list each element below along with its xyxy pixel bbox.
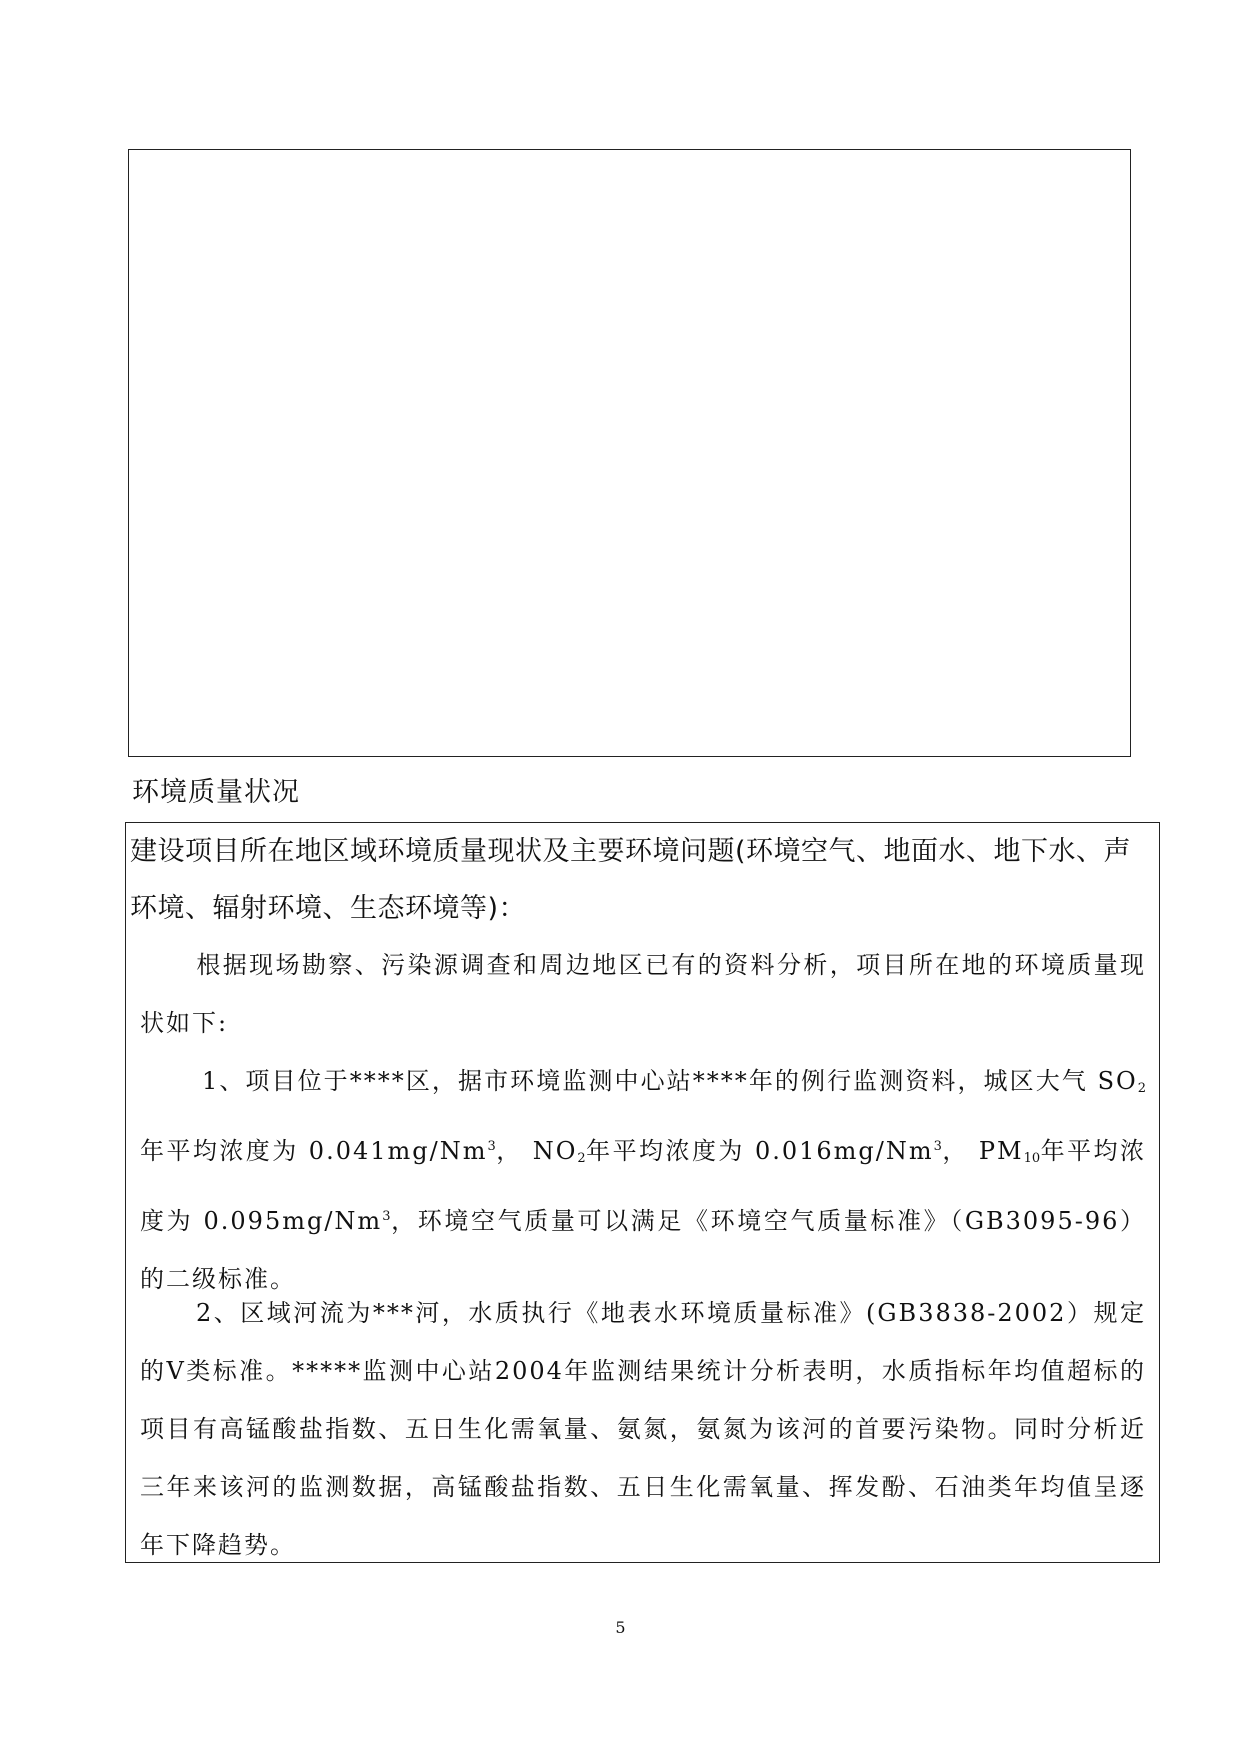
table-heading: 建设项目所在地区域环境质量现状及主要环境问题(环境空气、地面水、地下水、声环境、辐射环境、生态环境等)： [130,836,1132,924]
unit-superscript-2: 3 [933,1139,942,1154]
unit-superscript-3: 3 [382,1209,391,1224]
pm10-subscript: 10 [1023,1151,1041,1166]
air-text-g: ，环境空气质量可以满足《环境空气质量标准》（GB3095-96）的二级标准。 [140,1207,1146,1293]
intro-text: 根据现场勘察、污染源调查和周边地区已有的资料分析，项目所在地的环境质量现状如下: [140,951,1146,1037]
air-text-d: 年平均浓度为 0.016mg/Nm [585,1137,934,1165]
water-quality-paragraph [140,1284,1146,1574]
air-text-b: 年平均浓度为 0.041mg/Nm [140,1137,488,1165]
no2-subscript: 2 [577,1151,586,1166]
empty-table-cell [128,149,1131,757]
air-text-c: ， NO [495,1137,578,1165]
air-text-f: 年平均浓度为 0.095mg/Nm [140,1137,1146,1235]
air-text-a: 1、项目位于****区，据市环境监测中心站****年的例行监测资料，城区大气 SO [202,1067,1138,1095]
so2-subscript: 2 [1137,1081,1146,1096]
environment-status-table [125,822,1160,1563]
air-quality-paragraph [140,1052,1146,1308]
water-text: 2、区域河流为***河，水质执行《地表水环境质量标准》(GB3838-2002）规定的Ⅴ类标准。*****监测中心站2004年监测结果统计分析表明，水质指标年均值超标的项目有高锰酸盐指数、五日生化需氧量、氨氮，氨氮为该河的首要污染物。同时分析近三年来该河的监测数据，高锰酸盐指数、五日生化需氧量、挥发酚、石油类年均值呈逐年下降趋势。 [140,1299,1146,1559]
air-text-e: ， PM [941,1137,1024,1165]
intro-paragraph [140,936,1146,1052]
section-title: 环境质量状况 [132,777,300,808]
unit-superscript-1: 3 [487,1139,496,1154]
page-number: 5 [615,1618,626,1637]
